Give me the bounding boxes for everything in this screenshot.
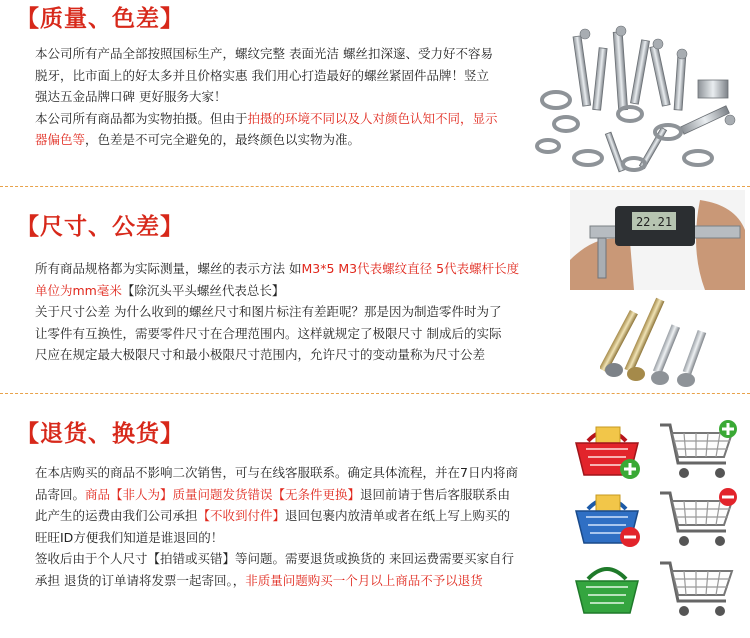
returns-line-3 [35, 505, 575, 527]
quality-section [0, 0, 750, 185]
returns-red-3: 非质量问题购买一个月以上商品不予以退货 [245, 572, 483, 588]
divider-2 [0, 393, 750, 394]
returns-red-2: 【不收到付件】 [197, 508, 286, 523]
cart-icon [658, 557, 740, 623]
quality-tail: ，色差是不可完全避免的，最终颜色以实物为准。 [85, 132, 361, 147]
size-text [35, 258, 575, 366]
returns-line-4: 旺旺ID方便我们知道是谁退回的！ [35, 529, 224, 545]
size-section [0, 200, 750, 390]
returns-section [0, 405, 750, 638]
caliper-photo [570, 190, 745, 290]
returns-line-2 [35, 484, 575, 506]
quality-red-1: 拍摄的环境不同以及人对颜色认知不同，显示 [247, 110, 498, 126]
cart-remove-icon [658, 487, 740, 553]
returns-line-6 [35, 570, 575, 592]
quality-line-3: 强达五金品牌口碑 更好服务大家！ [35, 89, 227, 104]
returns-text [35, 462, 575, 591]
size-red-2: 单位为mm毫米 [35, 282, 122, 298]
basket-add-icon [572, 423, 642, 481]
quality-line-1: 本公司所有产品全部按照国标生产，螺纹完整 表面光洁 螺丝扣深邃、受力好不容易 [35, 46, 493, 61]
returns-red-1: 商品【非人为】质量问题发货错误【无条件更换】 [85, 486, 361, 502]
returns-line-3a: 此产生的运费由我们公司承担 [35, 508, 198, 523]
size-line-1a: 所有商品规格都为实际测量，螺丝的表示方法 如 [35, 261, 302, 276]
divider-1 [0, 186, 750, 187]
caliper-reading: 22.21 [635, 215, 673, 229]
returns-line-2b: 退回前请于售后客服联系由 [360, 486, 511, 502]
size-line-4: 让零件有互换性，需要零件尺寸在合理范围内。这样就规定了极限尺寸 制成后的实际 [35, 325, 502, 341]
quality-line-2: 脱牙，比市面上的好太多并且价格实惠 我们用心打造最好的螺丝紧固件品牌！竖立 [35, 67, 489, 83]
quality-line-5 [35, 129, 525, 151]
size-line-1 [35, 258, 575, 280]
screws-bolts-photo [530, 22, 745, 180]
returns-title: 【退货、换货】 [16, 421, 184, 447]
quality-line-4a: 本公司所有商品都为实物拍摄。但由于 [35, 110, 248, 126]
quality-text [35, 43, 525, 151]
quality-title: 【质量、色差】 [16, 6, 184, 32]
returns-line-5: 签收后由于个人尺寸【拍错或买错】等问题。需要退货或换货的 来回运费需要买家自行 [35, 551, 514, 566]
size-red-1: M3*5 M3代表螺纹直径 5代表螺杆长度 [301, 261, 520, 276]
quality-red-2: 器偏色等 [35, 132, 86, 147]
cart-add-icon [658, 419, 740, 485]
quality-line-4 [35, 108, 525, 130]
size-line-3: 关于尺寸公差 为什么收到的螺丝尺寸和图片标注有差距呢？那是因为制造零件时为了 [35, 304, 502, 319]
size-line-2 [35, 280, 575, 302]
size-line-5: 尺应在规定最大极限尺寸和最小极限尺寸范围内，允许尺寸的变动量称为尺寸公差 [35, 347, 486, 362]
returns-line-1: 在本店购买的商品不影响二次销售，可与在线客服联系。确定具体流程，并在7日内将商 [35, 465, 518, 480]
returns-line-3b: 退回包裹内放清单或者在纸上写上购买的 [285, 508, 511, 523]
returns-line-6a: 承担 退货的订单请将发票一起寄回。， [35, 572, 246, 588]
size-line-2b: 【除沉头平头螺丝代表总长】 [121, 282, 285, 298]
size-title: 【尺寸、公差】 [16, 214, 184, 240]
basket-remove-icon [572, 491, 642, 549]
returns-line-2a: 品寄回。 [35, 486, 86, 502]
basket-icon [572, 561, 642, 619]
bolts-photo [600, 288, 730, 388]
